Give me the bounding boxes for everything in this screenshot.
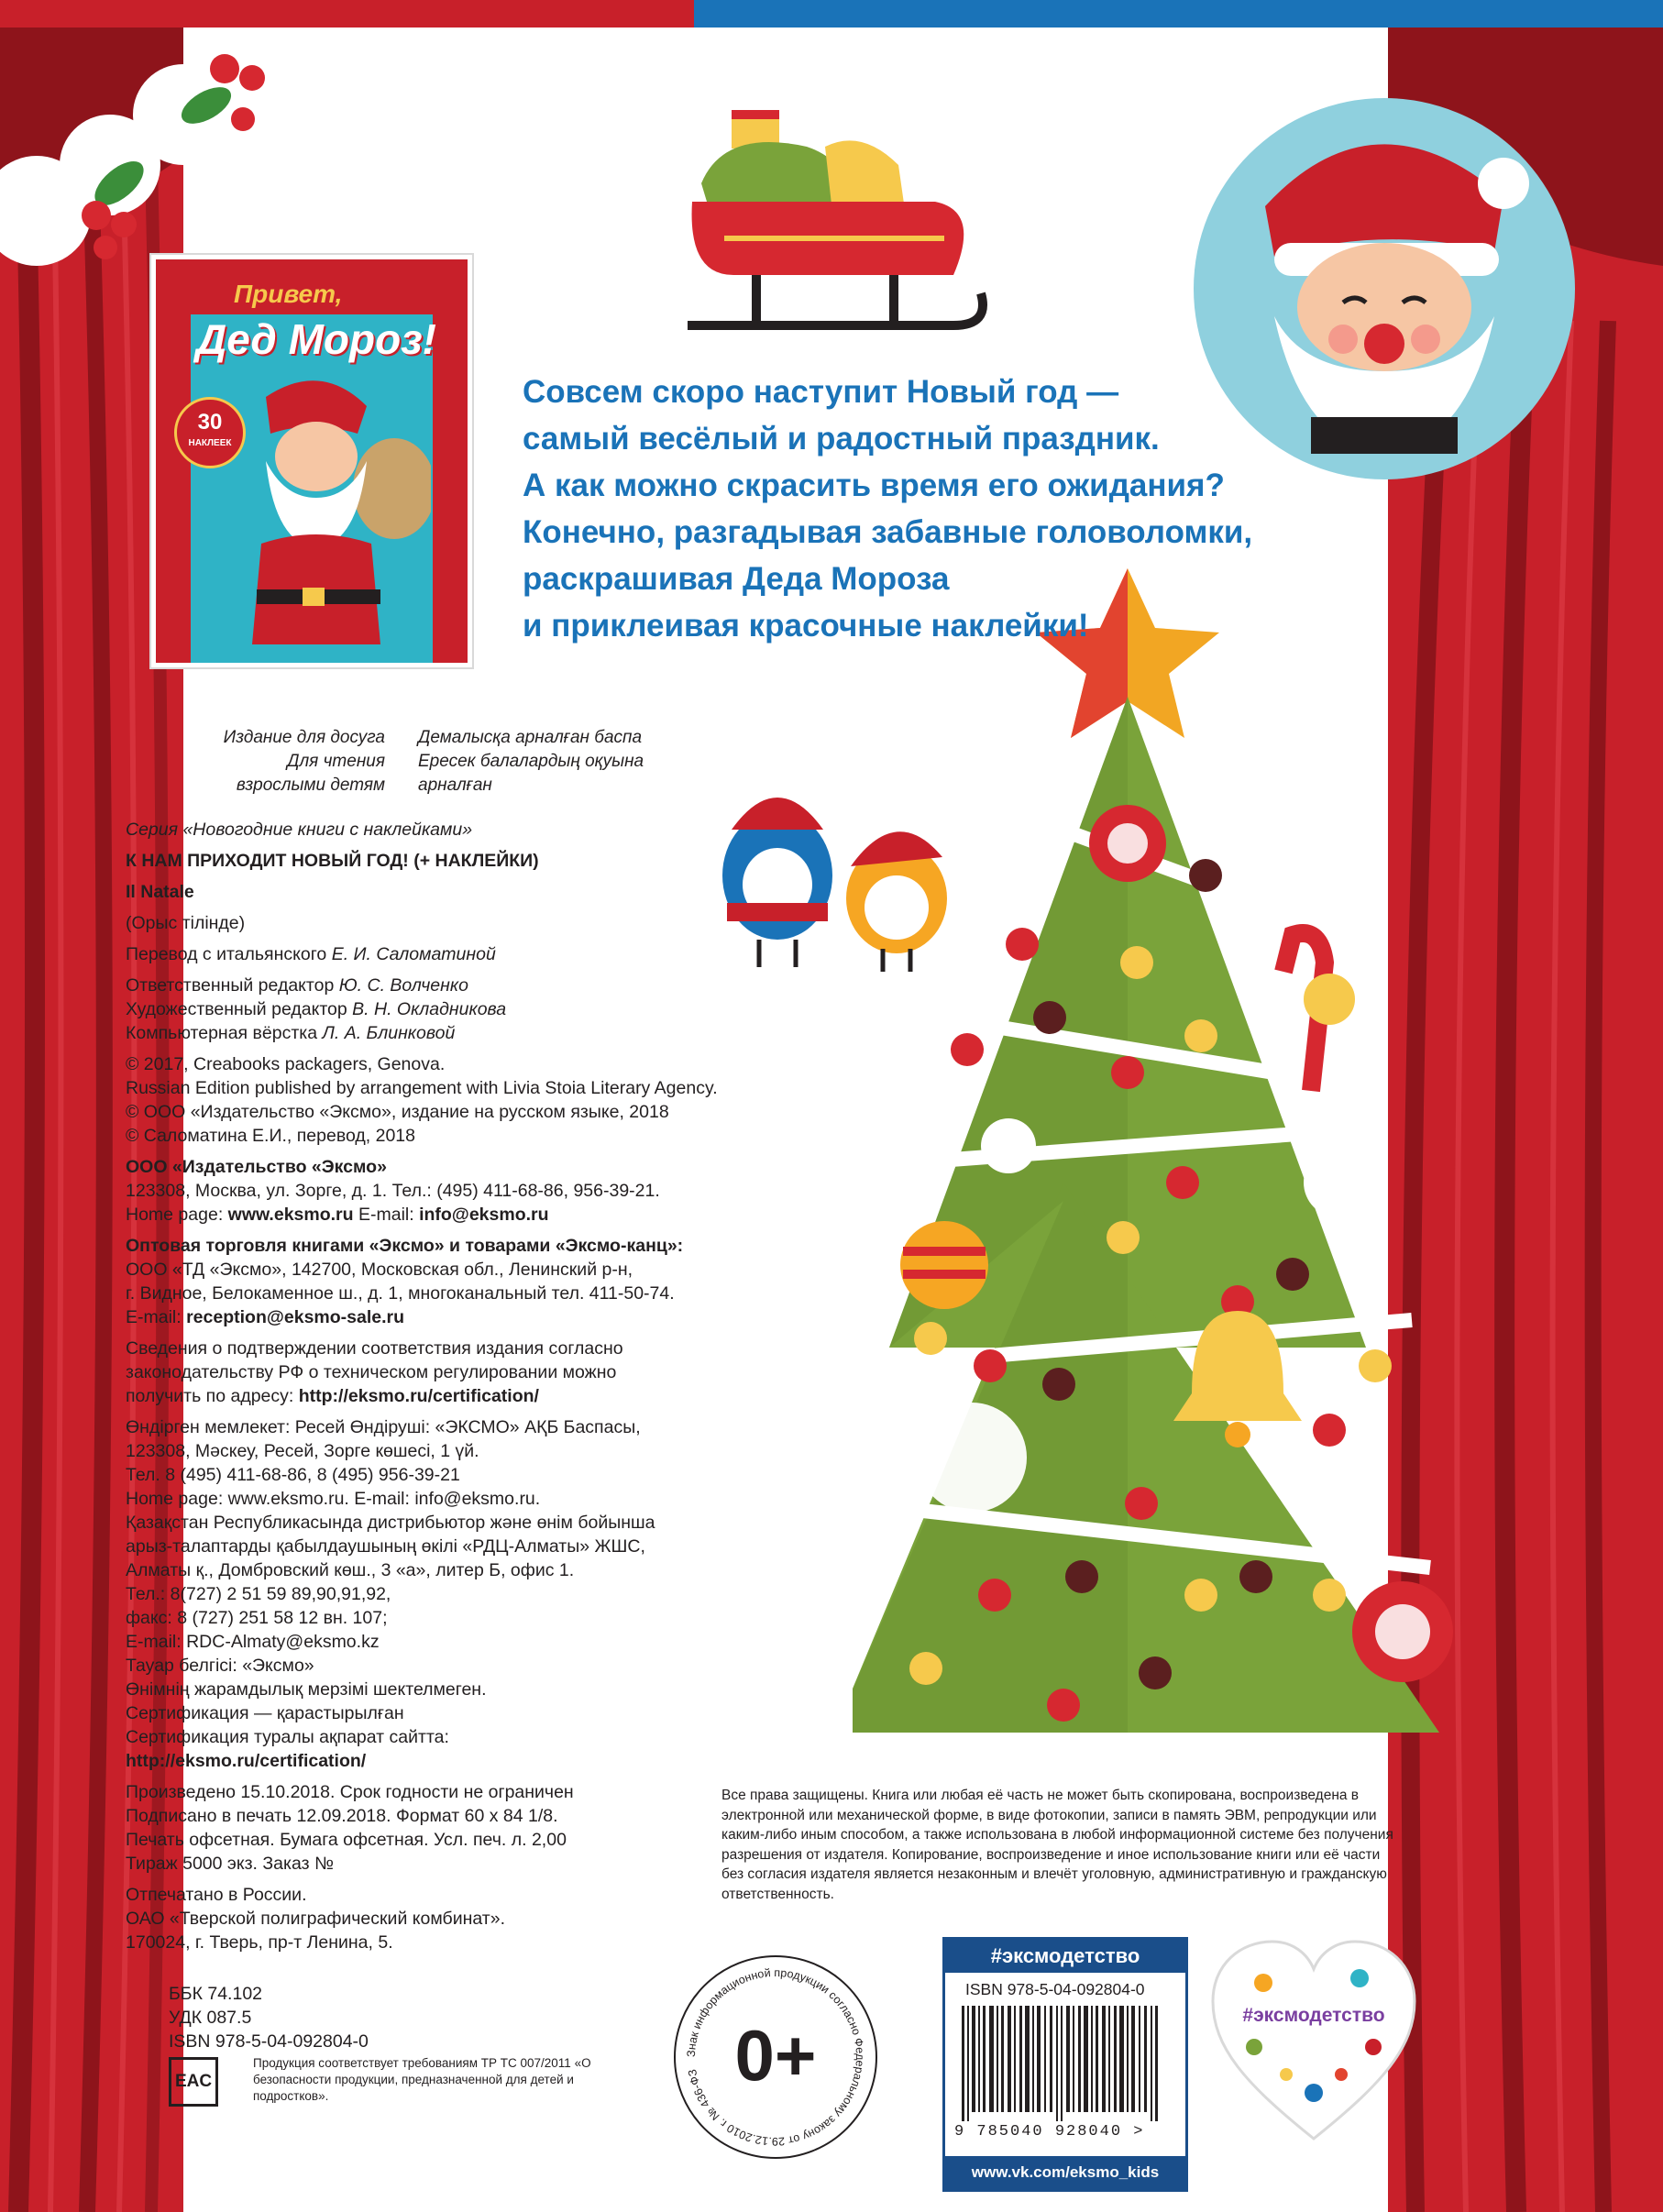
cert-url-line: [126, 1384, 822, 1408]
age-rating-value: 0+: [734, 2015, 817, 2096]
art-editor-name: В. Н. Окладникова: [352, 999, 507, 1019]
imprint-block: [126, 818, 822, 1954]
eac-mark-icon: EAC: [169, 2057, 218, 2107]
kz-line: Сертификация — қарастырылған: [126, 1703, 404, 1723]
kz-line: факс: 8 (727) 251 58 12 вн. 107;: [126, 1608, 388, 1628]
kz-line: Home page: www.eksmo.ru. E-mail: info@eksmo.ru.: [126, 1489, 541, 1509]
book-cover-thumbnail: [151, 255, 472, 667]
barcode-digits: 9 785040 928040 >: [954, 2123, 1145, 2140]
age-ring-caption: Знак информационной продукции согласно Федеральному закону от 29.12.2010 г. № 436-ФЗ: [684, 1965, 867, 2149]
original-title: Il Natale: [126, 882, 194, 902]
wholesale-title: Оптовая торговля книгами «Эксмо» и товарами «Эксмо-канц»:: [126, 1236, 684, 1256]
holly-decoration: [0, 28, 312, 275]
intro-text: [523, 369, 1274, 649]
series-line: Серия «Новогодние книги с наклейками»: [126, 820, 473, 840]
production-line: Печать офсетная. Бумага офсетная. Усл. печ. л. 2,00: [126, 1830, 567, 1850]
kz-line: Өндірген мемлекет: Ресей Өндіруші: «ЭКСМО» АҚБ Баспасы,: [126, 1417, 641, 1437]
cover-title-top: Привет,: [234, 280, 343, 308]
kz-line: Тел. 8 (495) 411-68-86, 8 (495) 956-39-21: [126, 1465, 460, 1485]
heart-hashtag: #эксмодетство: [1242, 2005, 1385, 2026]
intro-line: самый весёлый и радостный праздник.: [523, 421, 1160, 457]
art-editor-line: [126, 997, 822, 1021]
production-line: Произведено 15.10.2018. Срок годности не ограничен: [126, 1782, 574, 1802]
kz-line: E-mail: RDC-Almaty@eksmo.kz: [126, 1632, 380, 1652]
cover-badge-number: 30: [197, 410, 223, 435]
email-label: E-mail:: [353, 1205, 420, 1225]
top-bar-red: [0, 0, 694, 28]
editor-name: Ю. С. Волченко: [338, 975, 468, 996]
production-line: Тираж 5000 экз. Заказ №: [126, 1854, 334, 1874]
eac-note: Продукция соответствует требованиям ТР ТС 007/2011 «О безопасности продукции, предназначенной для детей и подростков».: [253, 2056, 591, 2103]
cover-title-main: Дед Мороз!: [196, 315, 436, 363]
book-title: К НАМ ПРИХОДИТ НОВЫЙ ГОД! (+ НАКЛЕЙКИ): [126, 851, 539, 871]
barcode-icon: [962, 2006, 1169, 2121]
cert-url-link[interactable]: http://eksmo.ru/certification/: [298, 1386, 539, 1406]
printed-line: 170024, г. Тверь, пр-т Ленина, 5.: [126, 1932, 393, 1953]
hashtag-label: #эксмодетство: [945, 1940, 1185, 1973]
barcode-box: [942, 1937, 1188, 2192]
rights-notice: Все права защищены. Книга или любая её часть не может быть скопирована, воспроизведена в электронной или механической форме, в виде фотокопии, записи в память ЭВМ, репродукции или каким-либо иным способом, а также использована в любой информационной системе без получения разрешения от издателя. Копирование, воспроизведение и иное использование книги или её части без согласия издателя является незаконным и влечёт уголовную, административную и гражданскую ответственность.: [721, 1788, 1393, 1902]
translator-name: Е. И. Саломатиной: [331, 944, 496, 964]
layout-line: [126, 1021, 822, 1045]
purpose-ru-line: взрослыми детям: [236, 776, 385, 795]
kz-line: Тауар белгісі: «Эксмо»: [126, 1656, 314, 1676]
production-line: Подписано в печать 12.09.2018. Формат 60 x 84 1/8.: [126, 1806, 558, 1826]
homepage-label: Home page:: [126, 1205, 228, 1225]
purpose-ru-line: Для чтения: [287, 752, 385, 771]
copyright-line: © ООО «Издательство «Эксмо», издание на русском языке, 2018: [126, 1102, 669, 1122]
copyright-line: Russian Edition published by arrangement with Livia Stoia Literary Agency.: [126, 1078, 718, 1098]
wholesale-line: г. Видное, Белокаменное ш., д. 1, многоканальный тел. 411-50-74.: [126, 1283, 675, 1304]
barcode-isbn: ISBN 978-5-04-092804-0: [965, 1980, 1145, 1998]
purpose-kz-line: Демалысқа арналған баспа: [418, 728, 643, 747]
classification-block: [169, 1982, 369, 2053]
intro-line: и приклеивая красочные наклейки!: [523, 608, 1089, 644]
purpose-ru: [156, 726, 385, 798]
purpose-ru-line: Издание для досуга: [223, 728, 385, 747]
publisher-contacts: [126, 1203, 822, 1227]
top-bar-blue: [694, 0, 1663, 28]
bbk-line: ББК 74.102: [169, 1984, 263, 2004]
kz-line: Өнімнің жарамдылық мерзімі шектелмеген.: [126, 1679, 487, 1700]
purpose-kz-line: арналған: [418, 776, 492, 795]
publisher-address: 123308, Москва, ул. Зорге, д. 1. Тел.: (495) 411-68-86, 956-39-21.: [126, 1181, 660, 1201]
isbn-line: ISBN 978-5-04-092804-0: [169, 2031, 369, 2052]
intro-line: раскрашивая Деда Мороза: [523, 561, 950, 597]
kz-line: Тел.: 8(727) 2 51 59 89,90,91,92,: [126, 1584, 391, 1604]
email-link[interactable]: info@eksmo.ru: [419, 1205, 549, 1225]
kz-line: 123308, Мәскеу, Ресей, Зорге көшесі, 1 үй.: [126, 1441, 479, 1461]
udk-line: УДК 087.5: [169, 2008, 252, 2028]
wholesale-line: ООО «ТД «Эксмо», 142700, Московская обл., Ленинский р-н,: [126, 1260, 633, 1280]
editor-label: Ответственный редактор: [126, 975, 339, 996]
cert-url-label: получить по адресу:: [126, 1386, 299, 1406]
kz-line: Алматы қ., Домбровский көш., 3 «а», литер Б, офис 1.: [126, 1560, 575, 1580]
cert-line: Сведения о подтверждении соответствия издания согласно: [126, 1338, 623, 1359]
cover-badge-word: НАКЛЕЕК: [188, 438, 232, 448]
printed-line: Отпечатано в России.: [126, 1885, 307, 1905]
editor-line: [126, 974, 822, 997]
art-editor-label: Художественный редактор: [126, 999, 353, 1019]
wholesale-email-line: [126, 1305, 822, 1329]
kz-line: арыз-талаптарды қабылдаушының өкілі «РДЦ-Алматы» ЖШС,: [126, 1536, 645, 1557]
intro-line: Совсем скоро наступит Новый год —: [523, 374, 1119, 410]
language-note: (Орыс тілінде): [126, 913, 246, 933]
translation-label: Перевод с итальянского: [126, 944, 332, 964]
age-rating-sign: [674, 1955, 877, 2159]
kz-line: Қазақстан Республикасында дистрибьютор және өнім бойынша: [126, 1513, 655, 1533]
publisher-name: ООО «Издательство «Эксмо»: [126, 1157, 387, 1177]
heart-emblem-icon: [1208, 1937, 1419, 2143]
copyright-line: © 2017, Creabooks packagers, Genova.: [126, 1054, 446, 1074]
christmas-tree-illustration: [853, 541, 1458, 1778]
cover-santa-icon: [211, 369, 431, 654]
homepage-link[interactable]: www.eksmo.ru: [227, 1205, 354, 1225]
purpose-kz-line: Ересек балалардың оқуына: [418, 752, 644, 771]
wholesale-email-link[interactable]: reception@eksmo-sale.ru: [186, 1307, 405, 1327]
sleigh-illustration: [678, 92, 999, 358]
layout-name: Л. А. Блинковой: [322, 1023, 456, 1043]
intro-line: Конечно, разгадывая забавные головоломки,: [523, 514, 1253, 550]
layout-label: Компьютерная вёрстка: [126, 1023, 323, 1043]
kz-line: Сертификация туралы ақпарат сайтта:: [126, 1727, 449, 1747]
translation-line: [126, 942, 822, 966]
kz-url-link[interactable]: http://eksmo.ru/certification/: [126, 1751, 367, 1771]
printed-line: ОАО «Тверской полиграфический комбинат».: [126, 1909, 505, 1929]
cert-line: законодательству РФ о техническом регулировании можно: [126, 1362, 617, 1382]
vk-link[interactable]: www.vk.com/eksmo_kids: [945, 2156, 1185, 2189]
copyright-line: © Саломатина Е.И., перевод, 2018: [126, 1126, 415, 1146]
purpose-kz: [418, 726, 693, 798]
intro-line: А как можно скрасить время его ожидания?: [523, 468, 1225, 503]
wholesale-email-label: E-mail:: [126, 1307, 187, 1327]
